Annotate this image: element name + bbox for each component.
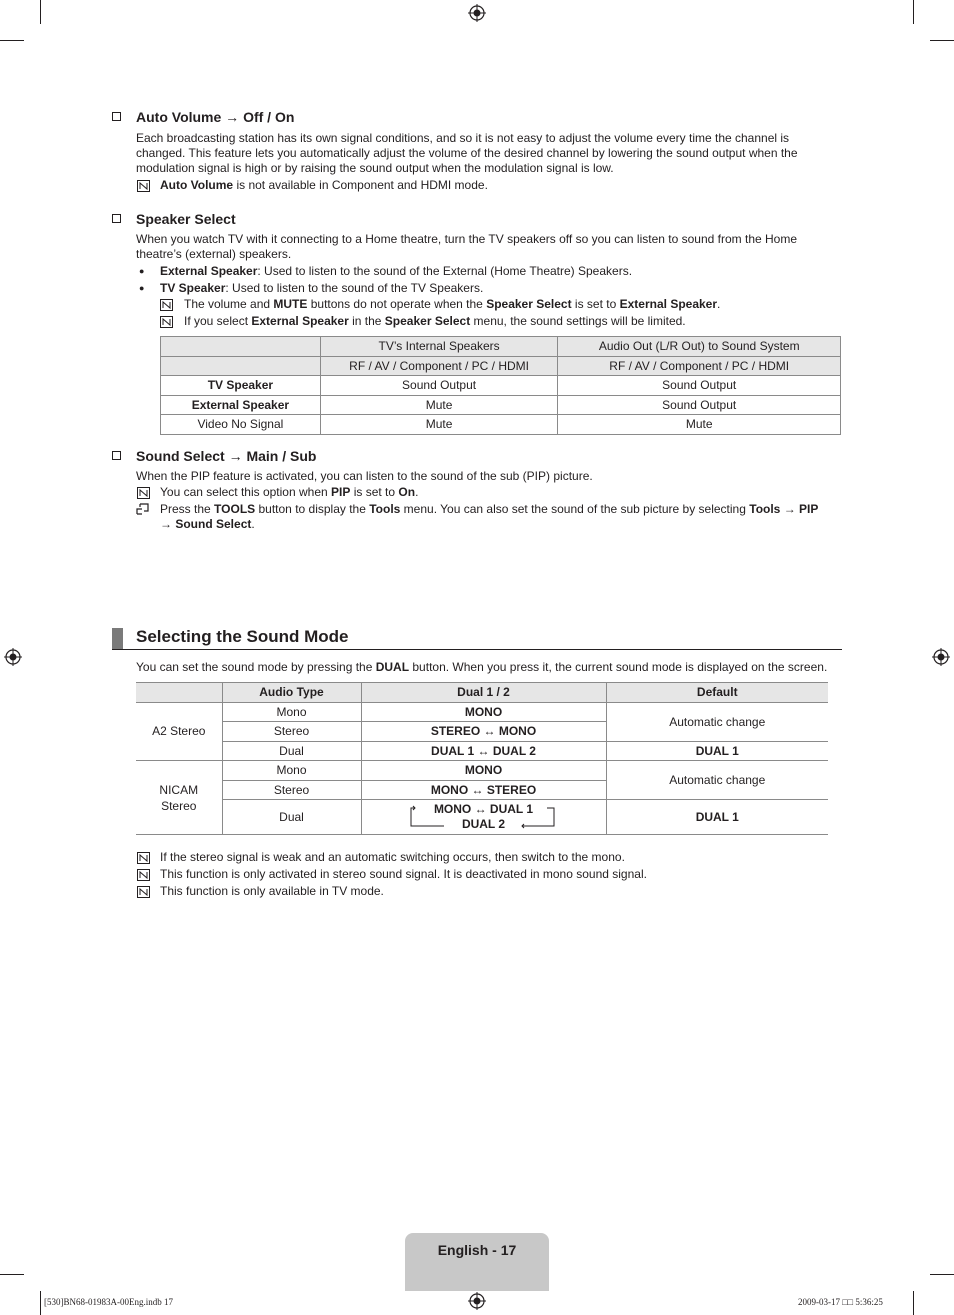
checkbox-bullet-icon (112, 214, 121, 223)
table-header: Default (606, 683, 828, 703)
table-cell: A2 Stereo (136, 702, 222, 761)
sound-mode-note: This function is only available in TV mode. (160, 884, 384, 898)
table-cell: Sound Output (320, 376, 558, 396)
table-cell: Sound Output (558, 395, 841, 415)
table-cell: Automatic change (606, 702, 828, 741)
table-row (161, 415, 841, 435)
crop-mark (930, 1274, 954, 1275)
table-cell: Stereo (222, 722, 361, 742)
table-header: Dual 1 / 2 (361, 683, 606, 703)
note-icon (137, 886, 150, 898)
table-header-blank (161, 337, 321, 357)
checkbox-bullet-icon (112, 451, 121, 460)
table-header: Audio Type (222, 683, 361, 703)
table-cell: MONO (361, 702, 606, 722)
table-cell: External Speaker (161, 395, 321, 415)
registration-mark-icon (932, 648, 950, 666)
table-cell: TV Speaker (161, 376, 321, 396)
table-cell: Mute (558, 415, 841, 435)
crop-mark (40, 1291, 41, 1315)
speaker-note-limited: If you select External Speaker in the Speaker Select menu, the sound settings will be limited. (184, 314, 686, 328)
table-cell: Mono (222, 761, 361, 781)
table-header: TV’s Internal Speakers (320, 337, 558, 357)
table-cell: Dual (222, 800, 361, 835)
registration-mark-icon (468, 1292, 486, 1310)
dual-cycle-line2: DUAL 2 (461, 817, 506, 831)
speaker-select-heading: Speaker Select (136, 211, 236, 227)
table-cell: Mute (320, 415, 558, 435)
checkbox-bullet-icon (112, 112, 121, 121)
crop-mark (913, 0, 914, 24)
table-cell: Mute (320, 395, 558, 415)
note-icon (160, 299, 173, 311)
crop-mark (0, 1274, 24, 1275)
sound-mode-note: If the stereo signal is weak and an automatic switching occurs, then switch to the mono. (160, 850, 625, 864)
table-cell: DUAL 1 ↔ DUAL 2 (361, 741, 606, 761)
tools-tip-icon (136, 503, 149, 515)
table-subheader: RF / AV / Component / PC / HDMI (558, 356, 841, 376)
print-slug-right: 2009-03-17 □□ 5:36:25 (798, 1297, 883, 1307)
sound-select-tip: Press the TOOLS button to display the Tools menu. You can also set the sound of the sub picture by selecting Tools → PIP → Sound Select. (160, 502, 819, 531)
table-cell: MONO ↔ STEREO (361, 780, 606, 800)
table-cell: DUAL 1 (606, 800, 828, 835)
table-header: Audio Out (L/R Out) to Sound System (558, 337, 841, 357)
nicam-label: NICAM (159, 782, 199, 797)
sound-select-heading: Sound Select → Main / Sub (136, 448, 317, 464)
note-icon (137, 487, 150, 499)
note-icon (137, 180, 150, 192)
note-icon (137, 852, 150, 864)
section-divider (112, 649, 842, 650)
table-row (136, 761, 828, 781)
external-speaker-bullet: External Speaker: Used to listen to the sound of the External (Home Theatre) Speakers. (160, 264, 633, 278)
note-icon (160, 316, 173, 328)
auto-volume-body: Each broadcasting station has its own signal conditions, and so it is not easy to adjust the volume every time the channel is changed. This feature lets you automatically adjust the volume of the desired channel by lowering the sound output when the modulation signal is high or by raising the sound output when the modulation signal is low. (136, 131, 798, 175)
sound-mode-table (136, 682, 828, 835)
table-cell: Stereo (222, 780, 361, 800)
speaker-output-table (160, 336, 841, 435)
sound-mode-note: This function is only activated in stereo sound signal. It is deactivated in mono sound signal. (160, 867, 647, 881)
table-cell: DUAL 1 (606, 741, 828, 761)
bullet-dot-icon: ● (139, 266, 145, 276)
auto-volume-heading: Auto Volume → Off / On (136, 109, 295, 125)
table-cell: Mono (222, 702, 361, 722)
crop-mark (930, 40, 954, 41)
cycle-arrow-icon (410, 804, 556, 830)
table-cell: Sound Output (558, 376, 841, 396)
table-cell (136, 761, 222, 835)
section-marker (112, 628, 123, 649)
registration-mark-icon (468, 4, 486, 22)
table-subheader: RF / AV / Component / PC / HDMI (320, 356, 558, 376)
speaker-select-body: When you watch TV with it connecting to a Home theatre, turn the TV speakers off so you can listen to sound from the Home theatre’s (external) speakers. (136, 232, 798, 261)
page-number: English - 17 (437, 1242, 517, 1258)
section-title: Selecting the Sound Mode (136, 627, 349, 646)
table-row (136, 702, 828, 722)
table-row (136, 741, 828, 761)
table-row (161, 376, 841, 396)
sound-mode-intro: You can set the sound mode by pressing the DUAL button. When you press it, the current sound mode is displayed on the screen. (136, 660, 828, 674)
table-cell: MONO (361, 761, 606, 781)
table-cell: Video No Signal (161, 415, 321, 435)
dual-cycle-line1: MONO ↔ DUAL 1 (433, 802, 534, 816)
table-cell: Automatic change (606, 761, 828, 800)
crop-mark (913, 1291, 914, 1315)
table-header-blank (136, 683, 222, 703)
crop-mark (40, 0, 41, 24)
note-icon (137, 869, 150, 881)
table-cell (361, 800, 606, 835)
table-row (136, 800, 828, 835)
print-slug-left: [530]BN68-01983A-00Eng.indb 17 (44, 1297, 173, 1307)
auto-volume-note: Auto Volume is not available in Component and HDMI mode. (160, 178, 488, 192)
tv-speaker-bullet: TV Speaker: Used to listen to the sound of the TV Speakers. (160, 281, 484, 295)
nicam-label: Stereo (161, 798, 197, 813)
bullet-dot-icon: ● (139, 283, 145, 293)
sound-select-note: You can select this option when PIP is set to On. (160, 485, 419, 499)
table-header-blank (161, 356, 321, 376)
table-cell: Dual (222, 741, 361, 761)
speaker-note-mute: The volume and MUTE buttons do not operate when the Speaker Select is set to External Speaker. (184, 297, 721, 311)
registration-mark-icon (4, 648, 22, 666)
table-row (161, 395, 841, 415)
crop-mark (0, 40, 24, 41)
table-cell: STEREO ↔ MONO (361, 722, 606, 742)
sound-select-body: When the PIP feature is activated, you can listen to the sound of the sub (PIP) picture. (136, 469, 593, 483)
